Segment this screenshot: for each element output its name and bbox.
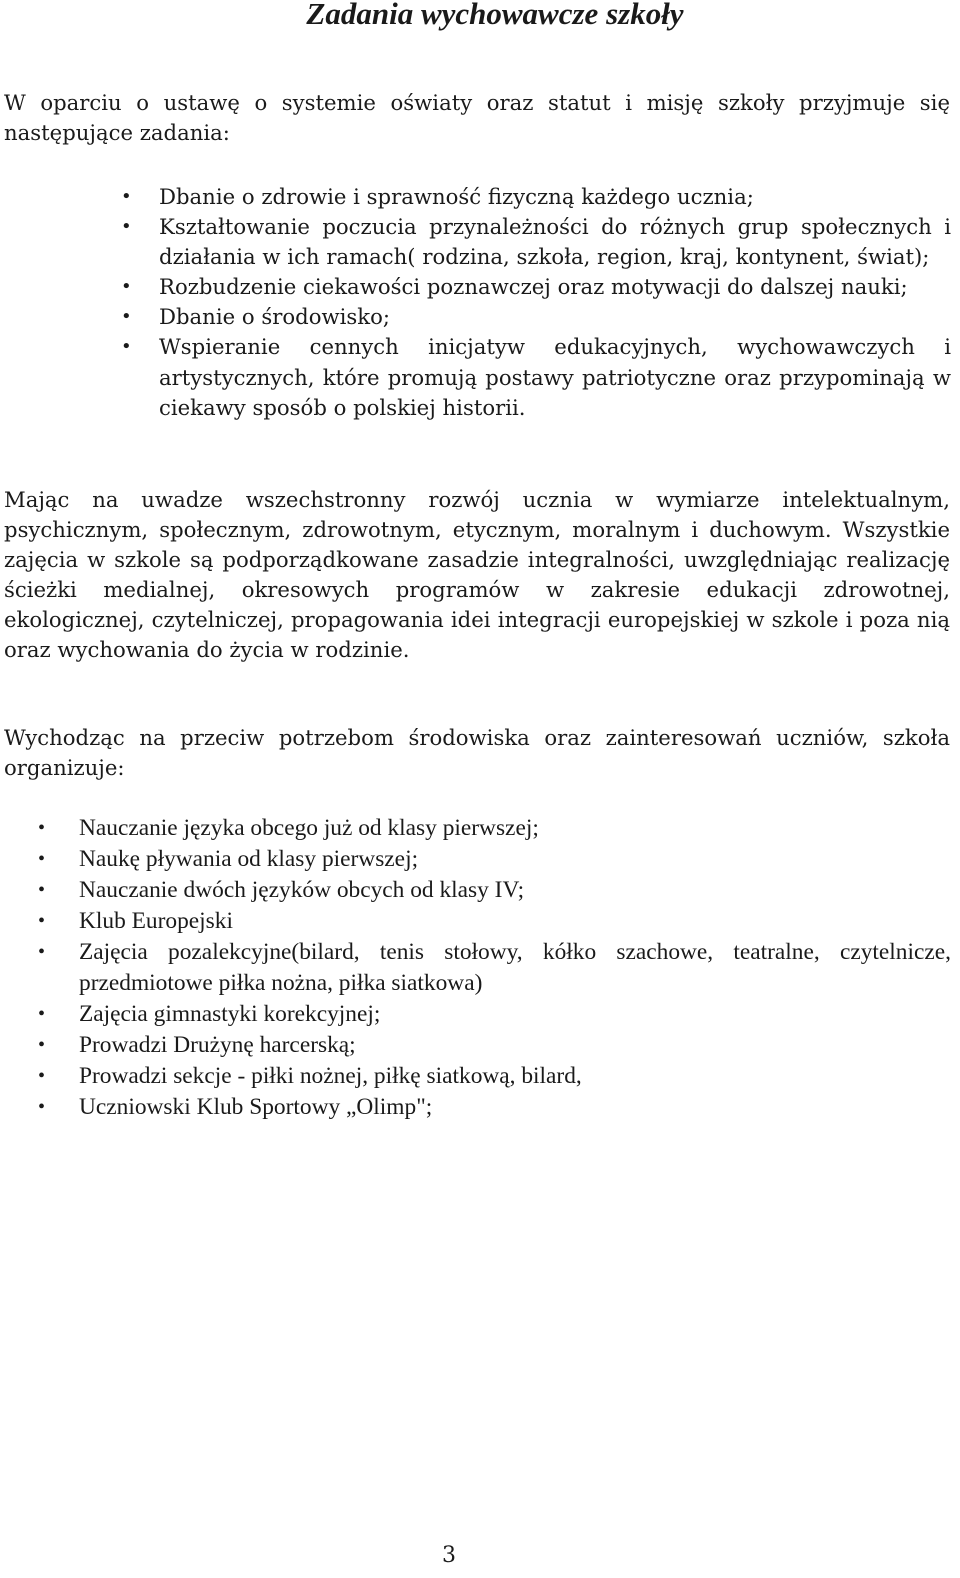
list-item <box>0 999 951 1030</box>
list-item-text: Uczniowski Klub Sportowy „Olimp"; <box>79 1094 433 1120</box>
list-item <box>0 813 951 844</box>
bullet-icon: • <box>38 1065 46 1087</box>
list-item-text: Dbanie o środowisko; <box>159 304 390 330</box>
bullet-icon: • <box>38 1034 46 1056</box>
bullet-icon: • <box>121 216 132 238</box>
list-item <box>0 332 951 422</box>
organizes-intro-paragraph: Wychodząc na przeciw potrzebom środowiska oraz zainteresowań uczniów, szkoła organizuje: <box>4 725 950 781</box>
bullet-icon: • <box>38 848 46 870</box>
page-number: 3 <box>442 1543 456 1568</box>
list-item-text: Rozbudzenie ciekawości poznawczej oraz motywacji do dalszej nauki; <box>159 274 908 300</box>
list-item <box>0 1030 951 1061</box>
bullet-icon: • <box>121 186 132 207</box>
bullet-icon: • <box>38 817 46 839</box>
list-item-text: Prowadzi Drużynę harcerską; <box>79 1032 356 1058</box>
list-item-text: Nauczanie dwóch języków obcych od klasy IV; <box>79 877 525 903</box>
bullet-icon: • <box>38 1003 46 1025</box>
list-item <box>0 212 951 272</box>
intro-paragraph: W oparciu o ustawę o systemie oświaty oraz statut i misję szkoły przyjmuje się następujące zadania: <box>4 90 950 146</box>
list-item-text: Prowadzi sekcje - piłki nożnej, piłkę siatkową, bilard, <box>79 1063 582 1089</box>
page-title: Zadania wychowawcze szkoły <box>306 0 684 31</box>
list-item-text: Wspieranie cennych inicjatyw edukacyjnych, wychowawczych i artystycznych, które promują postawy patriotyczne oraz przypominają w ciekawy sposób o polskiej historii. <box>159 334 951 420</box>
development-paragraph: Mając na uwadze wszechstronny rozwój ucznia w wymiarze intelektualnym, psychicznym, społecznym, zdrowotnym, etycznym, moralnym i duchowym. Wszystkie zajęcia w szkole są podporządkowane zasadzie integralności, uwzględniając realizację ścieżki medialnej, okresowych programów w zakresie edukacji zdrowotnej, ekologicznej, czytelniczej, propagowania idei integracji europejskiej w szkole i poza nią oraz wychowania do życia w rodzinie. <box>4 487 950 663</box>
offerings-list <box>0 813 951 1123</box>
bullet-icon: • <box>38 910 46 932</box>
list-item-text: Nauczanie języka obcego już od klasy pierwszej; <box>79 815 539 841</box>
bullet-icon: • <box>38 1096 46 1118</box>
list-item-text: Kształtowanie poczucia przynależności do różnych grup społecznych i działania w ich ramach( rodzina, szkoła, region, kraj, kontynent, świat); <box>159 214 951 270</box>
bullet-icon: • <box>121 336 132 358</box>
list-item <box>0 302 951 332</box>
list-item <box>0 906 951 937</box>
list-item-text: Klub Europejski <box>79 908 233 934</box>
list-item <box>0 844 951 875</box>
bullet-icon: • <box>121 306 132 328</box>
bullet-icon: • <box>38 941 46 963</box>
list-item <box>0 1092 951 1123</box>
tasks-list <box>0 182 951 423</box>
list-item <box>0 272 951 302</box>
list-item-text: Zajęcia pozalekcyjne(bilard, tenis stołowy, kółko szachowe, teatralne, czytelnicze, przedmiotowe piłka nożna, piłka siatkowa) <box>79 939 951 996</box>
list-item-text: Naukę pływania od klasy pierwszej; <box>79 846 419 872</box>
list-item <box>0 937 951 999</box>
bullet-icon: • <box>38 879 46 901</box>
list-item <box>0 875 951 906</box>
list-item <box>0 1061 951 1092</box>
list-item-text: Dbanie o zdrowie i sprawność fizyczną każdego ucznia; <box>159 184 754 209</box>
list-item-text: Zajęcia gimnastyki korekcyjnej; <box>79 1001 381 1027</box>
bullet-icon: • <box>121 276 132 298</box>
list-item <box>0 182 951 212</box>
